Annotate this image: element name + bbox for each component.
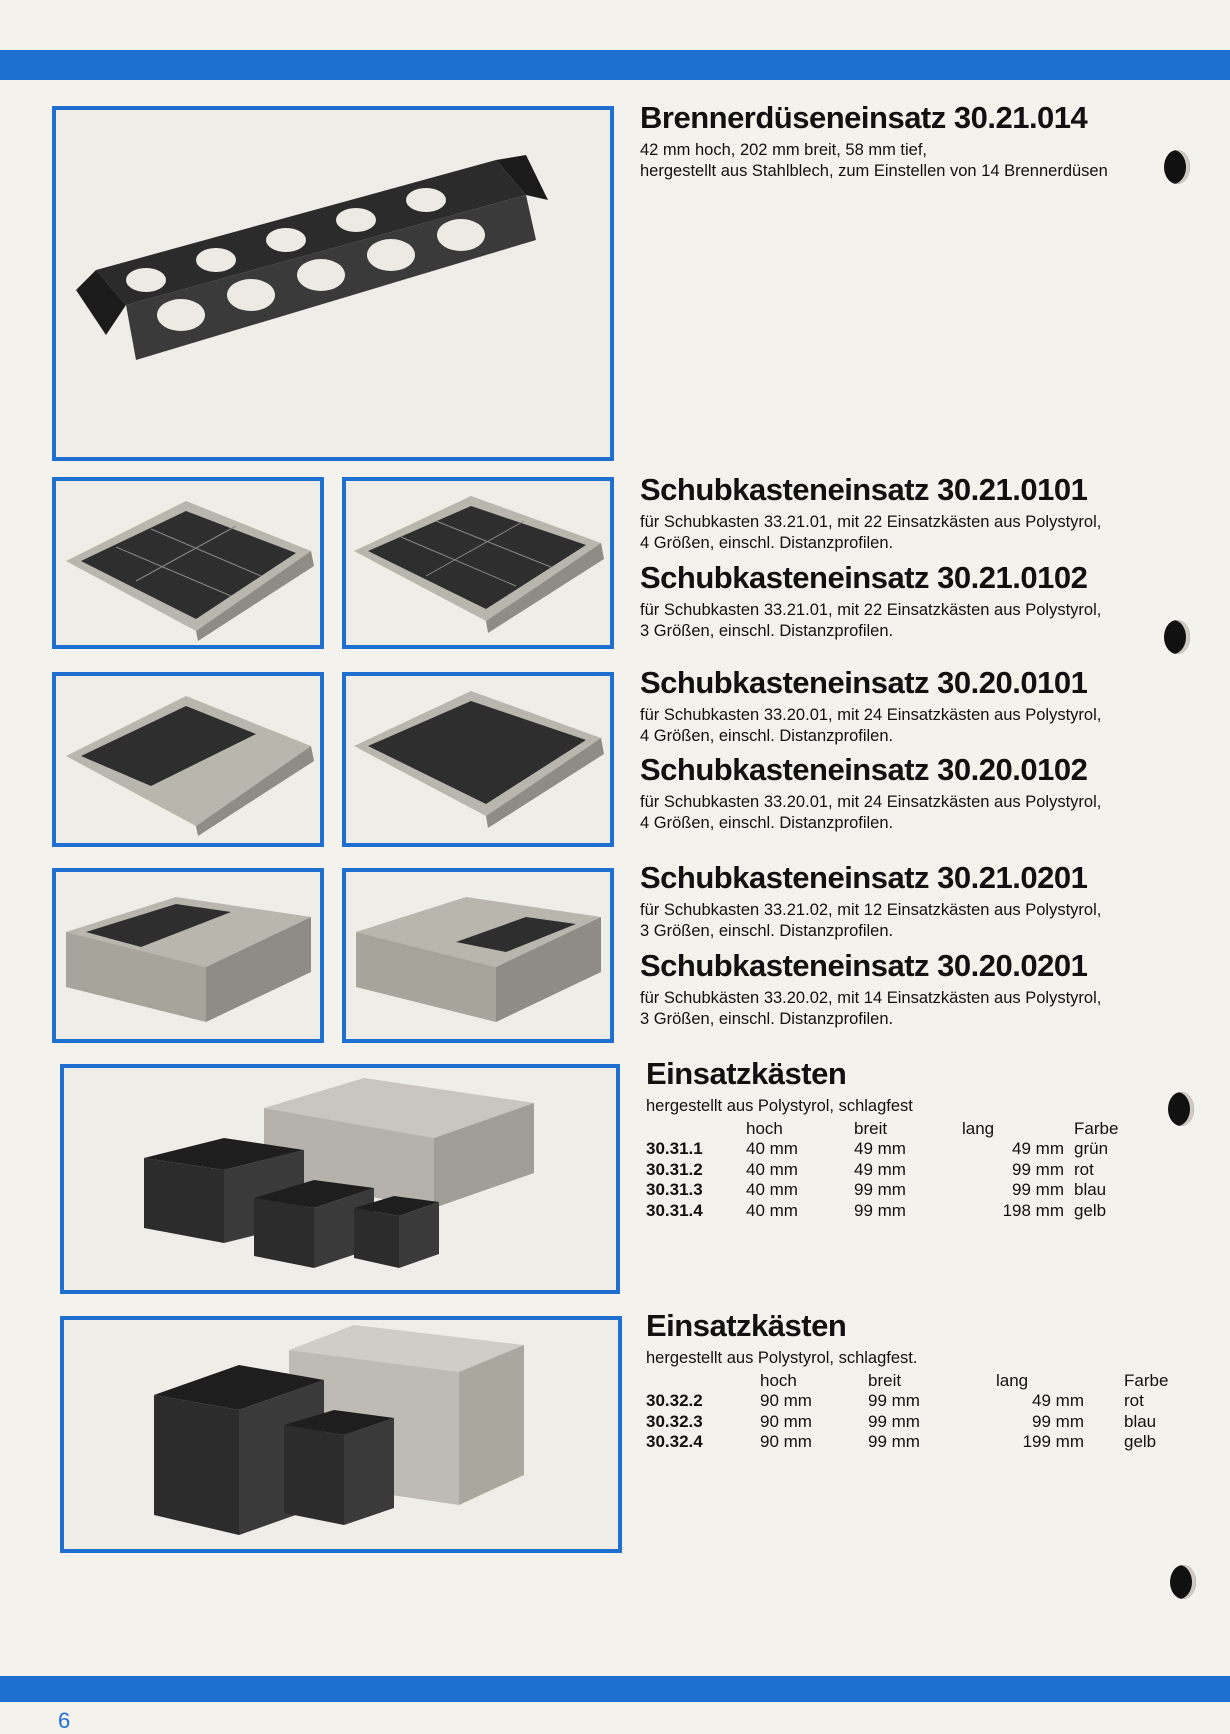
bottom-color-band — [0, 1676, 1230, 1702]
table-header-row — [646, 1119, 1164, 1139]
page-number: 6 — [58, 1708, 71, 1733]
article-number: 30.32.2 — [646, 1391, 703, 1411]
product-description-line: 3 Größen, einschl. Distanzprofilen. — [640, 922, 894, 941]
product-description-line: für Schubkasten 33.21.02, mit 12 Einsatzkästen aus Polystyrol, — [640, 900, 1102, 919]
product-burner-nozzle-insert — [640, 100, 1195, 183]
photo-drawer-insert-6 — [342, 868, 614, 1043]
cell-color: rot — [1124, 1391, 1144, 1411]
cell-length: 49 mm — [1012, 1139, 1064, 1159]
table-row — [646, 1432, 1194, 1452]
photo-burner-nozzle-insert — [52, 106, 614, 461]
product-description — [640, 792, 1195, 835]
product-description-line: 4 Größen, einschl. Distanzprofilen. — [640, 814, 894, 833]
product-description — [640, 512, 1195, 555]
photo-drawer-insert-3 — [52, 672, 324, 847]
product-title: Schubkasteneinsatz 30.20.0201 — [640, 948, 1088, 983]
cell-height: 40 mm — [746, 1159, 798, 1179]
column-header: hoch — [746, 1119, 783, 1139]
article-number: 30.32.3 — [646, 1411, 703, 1431]
spec-table — [646, 1371, 1194, 1453]
cell-color: grün — [1074, 1139, 1109, 1159]
product-description-line: für Schubkasten 33.20.01, mit 24 Einsatzkästen aus Polystyrol, — [640, 792, 1102, 811]
product-description-line: 42 mm hoch, 202 mm breit, 58 mm tief, — [640, 140, 928, 159]
cell-height: 40 mm — [746, 1200, 798, 1220]
cell-color: gelb — [1124, 1432, 1157, 1452]
column-header: lang — [962, 1119, 995, 1139]
cell-width: 99 mm — [868, 1411, 920, 1431]
article-number: 30.31.1 — [646, 1139, 703, 1159]
table-title: Einsatzkästen — [646, 1308, 847, 1343]
product-description-line: 4 Größen, einschl. Distanzprofilen. — [640, 534, 894, 553]
column-header: Farbe — [1124, 1371, 1169, 1391]
photo-drawer-insert-2 — [342, 477, 614, 649]
table-subtitle: hergestellt aus Polystyrol, schlagfest. — [646, 1348, 918, 1367]
cell-height: 90 mm — [760, 1391, 812, 1411]
insert-boxes-table-1 — [646, 1056, 1201, 1221]
spec-table — [646, 1119, 1164, 1221]
column-header: lang — [996, 1371, 1029, 1391]
photo-insert-boxes-large — [60, 1316, 622, 1553]
cell-height: 40 mm — [746, 1139, 798, 1159]
product-title: Schubkasteneinsatz 30.20.0102 — [640, 752, 1088, 787]
article-number: 30.32.4 — [646, 1432, 703, 1452]
cell-length: 99 mm — [1012, 1159, 1064, 1179]
column-header: breit — [868, 1371, 902, 1391]
cell-width: 99 mm — [868, 1432, 920, 1452]
article-number: 30.31.3 — [646, 1180, 703, 1200]
table-subtitle: hergestellt aus Polystyrol, schlagfest — [646, 1096, 913, 1115]
product-title: Schubkasteneinsatz 30.20.0101 — [640, 665, 1088, 700]
cell-color: rot — [1074, 1159, 1094, 1179]
product-description-line: 3 Größen, einschl. Distanzprofilen. — [640, 622, 894, 641]
cell-length: 199 mm — [1022, 1432, 1084, 1452]
insert-boxes-table-2 — [646, 1308, 1201, 1453]
product-description-line: 4 Größen, einschl. Distanzprofilen. — [640, 727, 894, 746]
column-header — [646, 1371, 760, 1391]
product-description-line: für Schubkasten 33.21.01, mit 22 Einsatzkästen aus Polystyrol, — [640, 512, 1102, 531]
cell-height: 90 mm — [760, 1411, 812, 1431]
photo-drawer-insert-5 — [52, 868, 324, 1043]
cell-length: 99 mm — [1032, 1411, 1084, 1431]
table-row — [646, 1180, 1164, 1200]
table-row — [646, 1412, 1194, 1432]
cell-color: gelb — [1074, 1200, 1107, 1220]
product-description — [640, 900, 1195, 943]
column-header: breit — [854, 1119, 888, 1139]
product-drawer-insert-30-20-0101 — [640, 665, 1195, 748]
product-description — [640, 600, 1195, 643]
table-header-row — [646, 1371, 1194, 1391]
top-color-band — [0, 50, 1230, 80]
product-drawer-insert-30-20-0201 — [640, 948, 1195, 1031]
column-header — [646, 1119, 746, 1139]
product-drawer-insert-30-20-0102 — [640, 752, 1195, 835]
column-header: hoch — [760, 1371, 797, 1391]
cell-height: 40 mm — [746, 1180, 798, 1200]
table-row — [646, 1139, 1164, 1159]
product-description-line: hergestellt aus Stahlblech, zum Einstellen von 14 Brennerdüsen — [640, 162, 1108, 181]
table-row — [646, 1160, 1164, 1180]
product-title: Schubkasteneinsatz 30.21.0201 — [640, 860, 1088, 895]
product-description — [640, 988, 1195, 1031]
punch-hole-4 — [1170, 1565, 1196, 1599]
product-description-line: für Schubkästen 33.20.02, mit 14 Einsatzkästen aus Polystyrol, — [640, 988, 1102, 1007]
article-number: 30.31.2 — [646, 1159, 703, 1179]
product-drawer-insert-30-21-0201 — [640, 860, 1195, 943]
product-description-line: für Schubkasten 33.20.01, mit 24 Einsatzkästen aus Polystyrol, — [640, 705, 1102, 724]
table-title: Einsatzkästen — [646, 1056, 847, 1091]
article-number: 30.31.4 — [646, 1200, 703, 1220]
cell-height: 90 mm — [760, 1432, 812, 1452]
cell-color: blau — [1124, 1411, 1157, 1431]
column-header: Farbe — [1074, 1119, 1119, 1139]
cell-width: 99 mm — [868, 1391, 920, 1411]
cell-width: 49 mm — [854, 1159, 906, 1179]
product-drawer-insert-30-21-0102 — [640, 560, 1195, 643]
product-description — [640, 705, 1195, 748]
photo-insert-boxes-small — [60, 1064, 620, 1294]
product-title: Schubkasteneinsatz 30.21.0101 — [640, 472, 1088, 507]
product-title: Schubkasteneinsatz 30.21.0102 — [640, 560, 1088, 595]
photo-drawer-insert-1 — [52, 477, 324, 649]
cell-width: 99 mm — [854, 1180, 906, 1200]
photo-drawer-insert-4 — [342, 672, 614, 847]
table-row — [646, 1201, 1164, 1221]
cell-length: 198 mm — [1002, 1200, 1064, 1220]
cell-length: 99 mm — [1012, 1180, 1064, 1200]
product-title: Brennerdüseneinsatz 30.21.014 — [640, 100, 1088, 135]
product-description-line: für Schubkasten 33.21.01, mit 22 Einsatzkästen aus Polystyrol, — [640, 600, 1102, 619]
product-drawer-insert-30-21-0101 — [640, 472, 1195, 555]
cell-width: 49 mm — [854, 1139, 906, 1159]
table-row — [646, 1391, 1194, 1411]
product-description — [640, 140, 1195, 183]
cell-color: blau — [1074, 1180, 1107, 1200]
cell-width: 99 mm — [854, 1200, 906, 1220]
cell-length: 49 mm — [1032, 1391, 1084, 1411]
product-description-line: 3 Größen, einschl. Distanzprofilen. — [640, 1010, 894, 1029]
